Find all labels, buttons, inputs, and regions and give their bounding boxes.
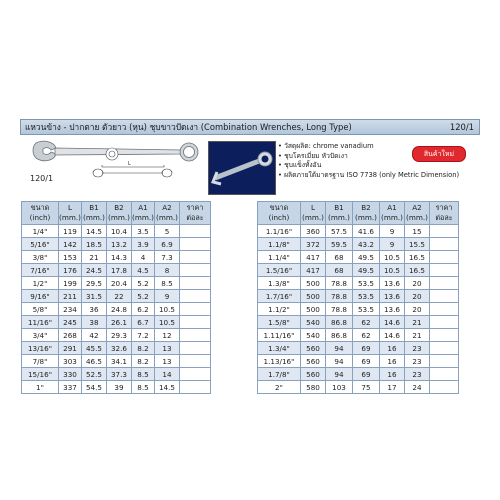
a1-header [380, 202, 405, 225]
table-cell: 330 [59, 368, 82, 381]
table-row [22, 303, 211, 316]
size-header-line: ขนาด [30, 203, 50, 212]
table-cell: 560 [301, 368, 326, 381]
table-cell: 7.3 [155, 251, 180, 264]
table-cell: 22 [107, 290, 132, 303]
table-cell: 1.13/16" [258, 355, 301, 368]
price-cell [180, 238, 211, 251]
b1-header-line: B1 [89, 203, 99, 212]
table-cell: 10.5 [155, 316, 180, 329]
price-cell [430, 368, 459, 381]
price-cell [430, 329, 459, 342]
table-cell: 21 [405, 316, 430, 329]
table-cell: 52.5 [82, 368, 107, 381]
table-row [22, 251, 211, 264]
a1-header-line: A1 [387, 203, 397, 212]
table-cell: 211 [59, 290, 82, 303]
table-cell: 94 [326, 368, 353, 381]
table-row [22, 264, 211, 277]
table-row [258, 303, 459, 316]
price-header-line: ราคา [435, 203, 453, 212]
table-cell: 234 [59, 303, 82, 316]
table-cell: 12 [155, 329, 180, 342]
table-cell: 37.3 [107, 368, 132, 381]
table-cell: 14 [155, 368, 180, 381]
table-cell: 5/16" [22, 238, 59, 251]
table-cell: 580 [301, 381, 326, 394]
table-cell: 42 [82, 329, 107, 342]
price-cell [430, 277, 459, 290]
table-cell: 78.8 [326, 277, 353, 290]
size-header-line: (inch) [268, 213, 290, 222]
table-cell: 268 [59, 329, 82, 342]
table-cell: 13 [155, 355, 180, 368]
table-cell: 20 [405, 290, 430, 303]
table-row [258, 290, 459, 303]
table-cell: 417 [301, 264, 326, 277]
price-cell [180, 355, 211, 368]
table-cell: 69 [353, 355, 380, 368]
table-cell: 36 [82, 303, 107, 316]
table-cell: 1" [22, 381, 59, 394]
wrench-detail-image [208, 141, 276, 195]
table-cell: 245 [59, 316, 82, 329]
b2-header-line: (mm.) [355, 213, 377, 222]
table-cell: 3.5 [132, 225, 155, 238]
table-cell: 31.5 [82, 290, 107, 303]
price-cell [430, 303, 459, 316]
table-cell: 43.2 [353, 238, 380, 251]
svg-text:L: L [128, 161, 131, 167]
table-cell: 7/16" [22, 264, 59, 277]
table-cell: 21 [82, 251, 107, 264]
table-cell: 5.2 [132, 290, 155, 303]
table-cell: 6.7 [132, 316, 155, 329]
table-cell: 11/16" [22, 316, 59, 329]
a1-header-line: (mm.) [132, 213, 154, 222]
a2-header-line: (mm.) [156, 213, 178, 222]
table-cell: 8 [155, 264, 180, 277]
table-cell: 46.5 [82, 355, 107, 368]
table-cell: 540 [301, 316, 326, 329]
model-code: 120/1 [30, 174, 54, 183]
table-cell: 23 [405, 355, 430, 368]
table-cell: 13.6 [380, 290, 405, 303]
table-cell: 4 [132, 251, 155, 264]
table-cell: 103 [326, 381, 353, 394]
table-row [258, 277, 459, 290]
table-cell: 13/16" [22, 342, 59, 355]
table-cell: 360 [301, 225, 326, 238]
table-cell: 3/8" [22, 251, 59, 264]
table-cell: 24.8 [107, 303, 132, 316]
table-cell: 20.4 [107, 277, 132, 290]
price-cell [430, 264, 459, 277]
table-cell: 18.5 [82, 238, 107, 251]
table-cell: 1/2" [22, 277, 59, 290]
wrench-image [32, 140, 202, 180]
size-header-line: (inch) [29, 213, 51, 222]
table-cell: 16 [380, 368, 405, 381]
b1-header-line: B1 [334, 203, 344, 212]
table-cell: 500 [301, 277, 326, 290]
table-cell: 94 [326, 355, 353, 368]
table-row [258, 264, 459, 277]
table-row [22, 225, 211, 238]
table-row [258, 238, 459, 251]
table-cell: 15/16" [22, 368, 59, 381]
price-cell [430, 316, 459, 329]
table-cell: 337 [59, 381, 82, 394]
table-cell: 1.5/8" [258, 316, 301, 329]
section-code: 120/1 [449, 122, 474, 132]
price-cell [180, 225, 211, 238]
table-cell: 1.7/8" [258, 368, 301, 381]
table-cell: 54.5 [82, 381, 107, 394]
table-cell: 20 [405, 277, 430, 290]
table-cell: 10.5 [380, 251, 405, 264]
table-cell: 53.5 [353, 290, 380, 303]
table-cell: 7.2 [132, 329, 155, 342]
table-cell: 13.6 [380, 303, 405, 316]
b1-header-line: (mm.) [83, 213, 105, 222]
table-cell: 1.5/16" [258, 264, 301, 277]
table-cell: 62 [353, 316, 380, 329]
table-cell: 1.3/8" [258, 277, 301, 290]
table-cell: 17 [380, 381, 405, 394]
table-cell: 23 [405, 342, 430, 355]
price-header [430, 202, 459, 225]
price-cell [430, 355, 459, 368]
table-cell: 16 [380, 355, 405, 368]
table-cell: 1.1/2" [258, 303, 301, 316]
table-cell: 4.5 [132, 264, 155, 277]
table-cell: 23 [405, 368, 430, 381]
table-cell: 62 [353, 329, 380, 342]
size-header-line: ขนาด [269, 203, 289, 212]
price-cell [180, 329, 211, 342]
table-cell: 3/4" [22, 329, 59, 342]
table-cell: 1.1/4" [258, 251, 301, 264]
table-row [258, 316, 459, 329]
table-cell: 94 [326, 342, 353, 355]
price-cell [180, 368, 211, 381]
feature-item: • ชุบโครเมี่ยม หัวปัดเงา [278, 152, 459, 162]
length-header-line: (mm.) [302, 213, 324, 222]
table-cell: 21 [405, 329, 430, 342]
table-cell: 1/4" [22, 225, 59, 238]
table-cell: 6.9 [155, 238, 180, 251]
table-cell: 8.2 [132, 355, 155, 368]
table-cell: 9 [155, 290, 180, 303]
table-cell: 1.11/16" [258, 329, 301, 342]
table-cell: 9 [380, 225, 405, 238]
b2-header [107, 202, 132, 225]
table-cell: 9 [380, 238, 405, 251]
size-header [258, 202, 301, 225]
price-header-line: ต่อละ [186, 213, 204, 222]
table-cell: 119 [59, 225, 82, 238]
table-cell: 6.2 [132, 303, 155, 316]
table-cell: 78.8 [326, 303, 353, 316]
a1-header-line: A1 [138, 203, 148, 212]
table-cell: 16 [380, 342, 405, 355]
table-cell: 10.4 [107, 225, 132, 238]
table-cell: 291 [59, 342, 82, 355]
table-cell: 540 [301, 329, 326, 342]
table-row [258, 329, 459, 342]
spec-table-left [21, 201, 211, 394]
table-row [22, 329, 211, 342]
table-cell: 13.6 [380, 277, 405, 290]
table-cell: 68 [326, 264, 353, 277]
table-header-row [258, 202, 459, 225]
table-cell: 560 [301, 355, 326, 368]
price-cell [180, 290, 211, 303]
table-row [22, 277, 211, 290]
table-cell: 69 [353, 368, 380, 381]
b2-header-line: (mm.) [108, 213, 130, 222]
table-row [22, 381, 211, 394]
table-cell: 176 [59, 264, 82, 277]
feature-item: • วัสดุผลิต: chrome vanadium [278, 142, 459, 152]
price-header-line: ต่อละ [435, 213, 453, 222]
price-cell [430, 238, 459, 251]
length-header [301, 202, 326, 225]
new-product-badge: สินค้าใหม่ [412, 146, 466, 162]
table-header-row [22, 202, 211, 225]
table-row [22, 355, 211, 368]
table-cell: 45.5 [82, 342, 107, 355]
table-cell: 8.2 [132, 342, 155, 355]
a2-header-line: A2 [162, 203, 172, 212]
table-cell: 142 [59, 238, 82, 251]
section-title-bar [20, 119, 480, 135]
table-cell: 14.6 [380, 329, 405, 342]
table-cell: 2" [258, 381, 301, 394]
price-cell [180, 264, 211, 277]
table-cell: 1.7/16" [258, 290, 301, 303]
table-cell: 57.5 [326, 225, 353, 238]
b2-header-line: B2 [114, 203, 124, 212]
b1-header [326, 202, 353, 225]
spec-table-right [257, 201, 459, 394]
table-row [22, 316, 211, 329]
table-cell: 9/16" [22, 290, 59, 303]
a1-header [132, 202, 155, 225]
table-cell: 24.5 [82, 264, 107, 277]
table-row [22, 342, 211, 355]
table-cell: 17.8 [107, 264, 132, 277]
table-cell: 14.3 [107, 251, 132, 264]
length-header-line: L [310, 203, 315, 212]
feature-item: • ชุบแข็งทั้งอัน [278, 161, 459, 171]
price-cell [430, 381, 459, 394]
table-cell: 68 [326, 251, 353, 264]
feature-item: • ผลิตภายใต้มาตรฐาน ISO 7738 (only Metric Dimension) [278, 171, 459, 181]
table-row [258, 368, 459, 381]
table-row [258, 355, 459, 368]
table-cell: 10.5 [155, 303, 180, 316]
a2-header-line: (mm.) [406, 213, 428, 222]
price-cell [430, 342, 459, 355]
table-row [22, 368, 211, 381]
table-cell: 16.5 [405, 264, 430, 277]
a1-header-line: (mm.) [381, 213, 403, 222]
table-cell: 417 [301, 251, 326, 264]
length-header-line: L [67, 203, 72, 212]
length-header [59, 202, 82, 225]
table-cell: 15.5 [405, 238, 430, 251]
b2-header-line: B2 [361, 203, 371, 212]
price-cell [180, 303, 211, 316]
table-cell: 75 [353, 381, 380, 394]
table-cell: 303 [59, 355, 82, 368]
table-cell: 15 [405, 225, 430, 238]
b1-header-line: (mm.) [328, 213, 350, 222]
table-cell: 14.5 [155, 381, 180, 394]
table-cell: 16.5 [405, 251, 430, 264]
table-cell: 34.1 [107, 355, 132, 368]
table-cell: 8.5 [155, 277, 180, 290]
b1-header [82, 202, 107, 225]
table-cell: 199 [59, 277, 82, 290]
table-cell: 24 [405, 381, 430, 394]
table-row [258, 225, 459, 238]
price-cell [430, 290, 459, 303]
table-cell: 1.1/16" [258, 225, 301, 238]
table-cell: 3.9 [132, 238, 155, 251]
a2-header-line: A2 [412, 203, 422, 212]
table-cell: 41.6 [353, 225, 380, 238]
price-cell [180, 251, 211, 264]
price-cell [430, 251, 459, 264]
price-cell [180, 316, 211, 329]
table-cell: 13 [155, 342, 180, 355]
price-cell [430, 225, 459, 238]
table-cell: 8.5 [132, 381, 155, 394]
table-row [258, 251, 459, 264]
table-cell: 20 [405, 303, 430, 316]
length-header-line: (mm.) [59, 213, 81, 222]
table-cell: 29.5 [82, 277, 107, 290]
table-cell: 26.1 [107, 316, 132, 329]
size-header [22, 202, 59, 225]
table-cell: 69 [353, 342, 380, 355]
price-header-line: ราคา [186, 203, 204, 212]
table-cell: 5/8" [22, 303, 59, 316]
table-cell: 53.5 [353, 303, 380, 316]
table-cell: 1.3/4" [258, 342, 301, 355]
table-cell: 1.1/8" [258, 238, 301, 251]
table-cell: 7/8" [22, 355, 59, 368]
table-row [258, 342, 459, 355]
b2-header [353, 202, 380, 225]
table-cell: 86.8 [326, 316, 353, 329]
table-cell: 372 [301, 238, 326, 251]
table-row [22, 290, 211, 303]
table-cell: 8.5 [132, 368, 155, 381]
table-cell: 14.6 [380, 316, 405, 329]
table-cell: 14.5 [82, 225, 107, 238]
product-info [20, 136, 480, 196]
table-cell: 32.6 [107, 342, 132, 355]
table-cell: 49.5 [353, 264, 380, 277]
table-cell: 500 [301, 290, 326, 303]
price-cell [180, 277, 211, 290]
price-cell [180, 342, 211, 355]
table-row [22, 238, 211, 251]
table-cell: 53.5 [353, 277, 380, 290]
table-cell: 78.8 [326, 290, 353, 303]
table-cell: 49.5 [353, 251, 380, 264]
table-cell: 38 [82, 316, 107, 329]
table-cell: 153 [59, 251, 82, 264]
price-header [180, 202, 211, 225]
table-cell: 10.5 [380, 264, 405, 277]
table-cell: 500 [301, 303, 326, 316]
table-cell: 59.5 [326, 238, 353, 251]
section-title: แหวนข้าง - ปากตาย ตัวยาว (หุน) ชุบขาวปัดเงา (Combination Wrenches, Long Type) [25, 122, 352, 132]
table-cell: 39 [107, 381, 132, 394]
table-row [258, 381, 459, 394]
a2-header [405, 202, 430, 225]
table-cell: 29.3 [107, 329, 132, 342]
table-cell: 560 [301, 342, 326, 355]
table-cell: 5 [155, 225, 180, 238]
table-cell: 86.8 [326, 329, 353, 342]
price-cell [180, 381, 211, 394]
table-cell: 5.2 [132, 277, 155, 290]
table-cell: 13.2 [107, 238, 132, 251]
a2-header [155, 202, 180, 225]
